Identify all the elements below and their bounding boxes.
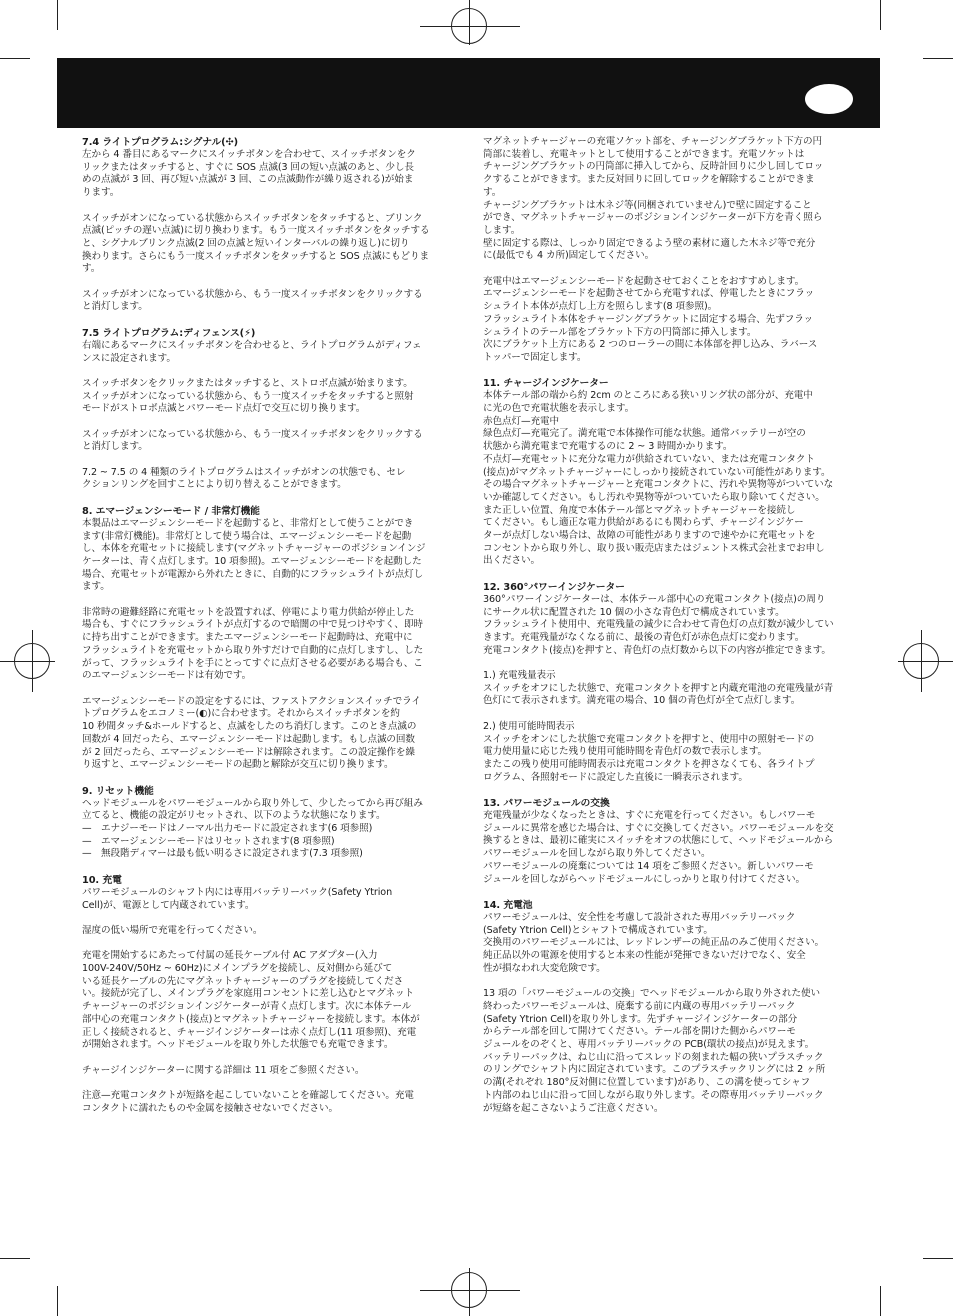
body-paragraph: エマージェンシーモードの設定をするには、ファストアクションスイッチでライ トプログラムをエコノミー(◐)に合わせます。それからスイッチボタンを約 10 秒間タッチ&ホールドすると、点滅をしたのち消灯します。このとき点滅の 回数が 4 回だったら、エマージェンシーモードは起動します。もし点滅の回数 が 2 回だったら、エマージェンシーモードは解除されます。この設定操作を繰 り返すと、エマージェンシーモードの起動と解除が交互に切り換ります。 (82, 695, 421, 771)
paragraph-gap (483, 365, 856, 378)
body-paragraph: マグネットチャージャーの充電ソケット部を、チャージングブラケット下方の円 筒部に装着し、充電キットとして使用することができます。充電ソケットは チャージングブラケットの円筒部に挿入してから、反時計回りに少し回してロッ クすることができます。また反対回りに回してロックを解除することができま す。 チャージングブラケットは木ネジ等(同梱されていません)で壁に固定すること ができ、マグネットチャージャーのポジションインジケーターが下方を青く照ら します。 壁に固定する際は、しっかり固定できるよう壁の素材に適した木ネジ等で充分 に(最低でも 4 カ所)固定してください。 (483, 136, 824, 262)
registration-line-right-v (921, 630, 922, 692)
paragraph-gap (82, 861, 455, 874)
paragraph-gap (82, 200, 455, 213)
body-paragraph: 2.) 使用可能時間表示 スイッチをオンにした状態で充電コンタクトを押すと、使用中の照射モードの 電力使用量に応じた残り使用可能時間を青色灯の数で表示します。 またこの残り使用可能時間表示は充電コンタクトを押さなくても、各ライトプ ログラム、各照射モードに設定した直後に一瞬表示されます。 (483, 720, 815, 783)
header-band (57, 58, 880, 128)
paragraph-gap (82, 683, 455, 696)
crop-mark-bottom-left-h (0, 1258, 30, 1259)
paragraph-gap (483, 975, 856, 988)
paragraph-gap (483, 657, 856, 670)
body-paragraph: 充電中はエマージェンシーモードを起動させておくことをおすすめします。 エマージェンシーモードを起動させてから充電すれば、停電したときにフラッ シュライト本体が点灯し上方を照らします(8 項参照)。 フラッシュライト本体をチャージングブラケットに固定する場合、先ずフラッ シュライトのテール部をブラケット下方の円筒部に挿入します。 次にブラケット上方にある 2 つのローラーの間に本体部を押し込み、ラバース トッパーで固定します。 (483, 275, 818, 363)
registration-line-bottom-v (469, 1268, 470, 1316)
body-paragraph: 注意—充電コンタクトが短絡を起こしていないことを確認してください。充電 コンタクトに濡れたものや金属を接触させないでください。 (82, 1089, 414, 1114)
paragraph-gap (483, 886, 856, 899)
right-text-column (483, 136, 856, 1115)
paragraph-gap (82, 772, 455, 785)
body-paragraph: スイッチボタンをクリックまたはタッチすると、ストロボ点滅が始まります。 スイッチがオンになっている状態から、もう一度スイッチをタッチすると照射 モードがストロボ点滅とパワーモード点灯で交互に切り換ります。 (82, 377, 414, 415)
body-paragraph: 充電残量が少なくなったときは、すぐに充電を行ってください。もしパワーモ ジュールに異常を感じた場合は、すぐに交換してください。パワーモジュールを交 換するときは、最初に確実にスイッチをオフの状態にして、ヘッドモジュールから パワーモジュールを回しながら取り外してください。 パワーモジュールの廃棄については 14 項をご参照ください。新しいパワーモ ジュールを回しながらヘッドモジュールにしっかりと取り付けてください。 (483, 810, 834, 885)
paragraph-gap (82, 365, 455, 378)
crop-mark-top-right-h (923, 58, 953, 59)
body-paragraph: スイッチがオンになっている状態から、もう一度スイッチボタンをクリックする と消灯します。 (82, 288, 423, 313)
body-paragraph: 本体テール部の端から約 2cm のところにある狭いリング状の部分が、充電中 に光の色で充電状態を表示します。 赤色点灯—充電中 緑色点灯—充電完了。満充電で本体操作可能な状態。通常バッテリーが空の 状態から満充電まで充電するのに 2 ~ 3 時間かかります。 不点灯—充電セットに充分な電力が供給されていない、または充電コンタクト (接点)がマグネットチャージャーにしっかり接続されていない可能性があります。 その場合マグネットチャージャーと充電コンタクトに、汚れや異物等がついていな いか確認してください。もし汚れや異物等がついていたら取り除いてください。 また正しい位置、角度で本体テール部とマグネットチャージャーを接続し てください。もし適正な電力供給があるにも関わらず、チャージインジケー ターが点灯しない場合は、故障の可能性がありますので速やかに充電セットを コンセントから取り外し、取り扱い販売店またはジェントス株式会社までお申し 出ください。 (483, 390, 834, 567)
paragraph-gap (82, 594, 455, 607)
crop-mark-top-right-v (880, 0, 881, 30)
body-paragraph: 右端にあるマークにスイッチボタンを合わせると、ライトプログラムがディフェ ンスに設定されます。 (82, 339, 422, 364)
body-paragraph: パワーモジュールのシャフト内には専用バッテリーパック(Safety Ytrion Cell)が、電源として内蔵されています。 (82, 886, 393, 911)
section-heading: 7.4 ライトプログラム:シグナル(✣) (82, 137, 239, 148)
registration-line-top-h (420, 26, 520, 27)
body-paragraph: スイッチがオンになっている状態からスイッチボタンをタッチすると、ブリンク 点滅(ピッチの遅い点滅)に切り換わります。もう一度スイッチボタンをタッチする と、シグナルブリンク点滅(2 回の点滅と短いインターバルの繰り返し)に切り 換わります。さらにもう一度スイッチボタンをタッチすると SOS 点滅にもどりま す。 (82, 212, 430, 275)
paragraph-gap (483, 263, 856, 276)
section-heading: 13. パワーモジュールの交換 (483, 798, 610, 810)
body-paragraph: 13 項の「パワーモジュールの交換」でヘッドモジュールから取り外された使い 終わったパワーモジュールは、廃棄する前に内蔵の専用バッテリーパック (Safety Ytrion Cell)を取り外します。先ずチャージインジケーターの部分 からテール部を回して開けてください。テール部を開けた側からパワーモ ジュールをのぞくと、専用バッテリーパックの PCB(環状の接点)が見えます。 バッテリーパックは、ねじ山に沿ってスレッドの刻まれた幅の狭いプラスチック のリングでシャフト内に固定されています。このプラスチックリングには 2 ヶ所 の溝(それぞれ 180°反対側に位置しています)があり、この溝を使ってシャフ ト内部のねじ山に沿って回しながら取り外します。その際専用バッテリーパック が短絡を起こさないようご注意ください。 (483, 988, 826, 1114)
body-paragraph: スイッチがオンになっている状態から、もう一度スイッチボタンをクリックする と消灯します。 (82, 428, 423, 453)
section-heading: 8. エマージェンシーモード / 非常灯機能 (82, 505, 260, 517)
section-heading: 10. 充電 (82, 874, 122, 886)
paragraph-gap (82, 454, 455, 467)
registration-line-left-h (0, 661, 55, 662)
registration-line-left-v (32, 630, 33, 692)
registration-line-top-v (469, 0, 470, 45)
body-paragraph: チャージインジケーターに関する詳細は 11 項をご参照ください。 (82, 1064, 365, 1076)
paragraph-gap (82, 1077, 455, 1090)
body-paragraph: 7.2 ~ 7.5 の 4 種類のライトプログラムはスイッチがオンの状態でも、セレ クションリングを回すことにより切り替えることができます。 (82, 466, 406, 491)
section-heading: 11. チャージインジケーター (483, 378, 609, 390)
paragraph-gap (483, 784, 856, 797)
body-paragraph: 左から 4 番目にあるマークにスイッチボタンを合わせて、スイッチボタンをク リックまたはタッチすると、すぐに SOS 点滅(3 回の短い点滅のあと、少し長 めの点滅が 3 回、再び短い点滅が 3 回、この点滅動作が繰り返される)が始ま ります。 (82, 149, 416, 199)
registration-line-bottom-h (420, 1290, 520, 1291)
crop-mark-bottom-left-v (57, 1286, 58, 1316)
section-heading: 12. 360°パワーインジケーター (483, 581, 625, 593)
body-paragraph: 充電を開始するにあたって付属の延長ケーブル付 AC アダプター(入力 100V-240V/50Hz ~ 60Hz)にメインプラグを接続し、反対側から延びて いる延長ケーブルの先にマグネットチャージャーのプラグを接続してくださ い。接続が完了し、メインプラグを家庭用コンセントに差し込むとマグネット チャージャーのポジションインジケーターが青く点灯します。次に本体テール 部中心の充電コンタクト(接点)とマグネットチャージャーを接続します。本体が 正しく接続されると、チャージインジケーターは赤く点灯し(11 項参照)、充電 が開始されます。ヘッドモジュールを取り外した状態でも充電できます。 (82, 950, 420, 1051)
paragraph-gap (82, 492, 455, 505)
paragraph-gap (483, 568, 856, 581)
registration-line-right-h (898, 661, 953, 662)
section-heading: 9. リセット機能 (82, 785, 154, 797)
paragraph-gap (82, 912, 455, 925)
section-heading: 7.5 ライトプログラム:ディフェンス(⚡) (82, 327, 256, 339)
body-paragraph: 1.) 充電残量表示 スイッチをオフにした状態で、充電コンタクトを押すと内蔵充電池の充電残量が青 色灯にて表示されます。満充電の場合、10 個の青色灯が全て点灯します。 (483, 670, 834, 707)
paragraph-gap (82, 314, 455, 327)
section-heading: 14. 充電池 (483, 899, 533, 911)
body-paragraph: 本製品はエマージェンシーモードを起動すると、非常灯として使うことができ ます(非常灯機能)。非常灯として使う場合は、エマージェンシーモードを起動 し、本体を充電セットに接続します(マグネットチャージャーのポジションインジ ケーターは、青く点灯します。10 項参照)。エマージェンシーモードを起動した 場合、充電セットが電源から外れたときに、自動的にフラッシュライトが点灯し ます。 (82, 517, 426, 593)
paragraph-gap (82, 276, 455, 289)
crop-mark-bottom-right-v (880, 1286, 881, 1316)
crop-mark-top-left-v (57, 0, 58, 30)
body-paragraph: ヘッドモジュールをパワーモジュールから取り外して、少したってから再び組み 立てると、機能の設定がリセットされ、以下のような状態になります。 — エナジーモードはノーマル出力モードに設定されます(6 項参照) — エマージェンシーモードはリセットされます(8 項参照) — 無段階ディマーは最も低い明るさに設定されます(7.3 項参照) (82, 797, 423, 860)
paragraph-gap (82, 938, 455, 951)
crop-mark-top-left-h (0, 58, 30, 59)
crop-mark-bottom-right-h (923, 1258, 953, 1259)
left-text-column (82, 136, 455, 1115)
body-paragraph: 非常時の避難経路に充電セットを設置すれば、停電により電力供給が停止した 場合も、すぐにフラッシュライトが点灯するので暗闇の中で見つけやすく、即時 に持ち出すことができます。またエマージェンシーモード起動時は、充電中に フラッシュライトを充電セットから取り外すだけで自動的に点灯しますし、した がって、フラッシュライトを手にとってすぐに点灯させる必要がある場合も、こ のエマージェンシーモードは有効です。 (82, 606, 424, 682)
language-tab-pill (805, 84, 853, 114)
paragraph-gap (82, 1052, 455, 1065)
paragraph-gap (483, 708, 856, 721)
body-paragraph: パワーモジュールは、安全性を考慮して設計された専用バッテリーパック (Safety Ytrion Cell)とシャフトで構成されています。 交換用のパワーモジュールには、レッドレンザーの純正品のみご使用ください。 純正品以外の電源を使用すると本来の性能が発揮できないだけでなく、安全 性が損なわれ大変危険です。 (483, 911, 825, 974)
body-paragraph: 360°パワーインジケーターは、本体テール部中心の充電コンタクト(接点)の周り にサークル状に配置された 10 個の小さな青色灯で構成されています。 フラッシュライト使用中、充電残量の減少に合わせて青色灯の点灯数が減少してい きます。充電残量がなくなる前に、最後の青色灯が赤色点灯に変わります。 充電コンタクト(接点)を押すと、青色灯の点灯数から以下の内容が推定できます。 (483, 593, 834, 656)
paragraph-gap (82, 416, 455, 429)
body-paragraph: 湿度の低い場所で充電を行ってください。 (82, 924, 263, 936)
